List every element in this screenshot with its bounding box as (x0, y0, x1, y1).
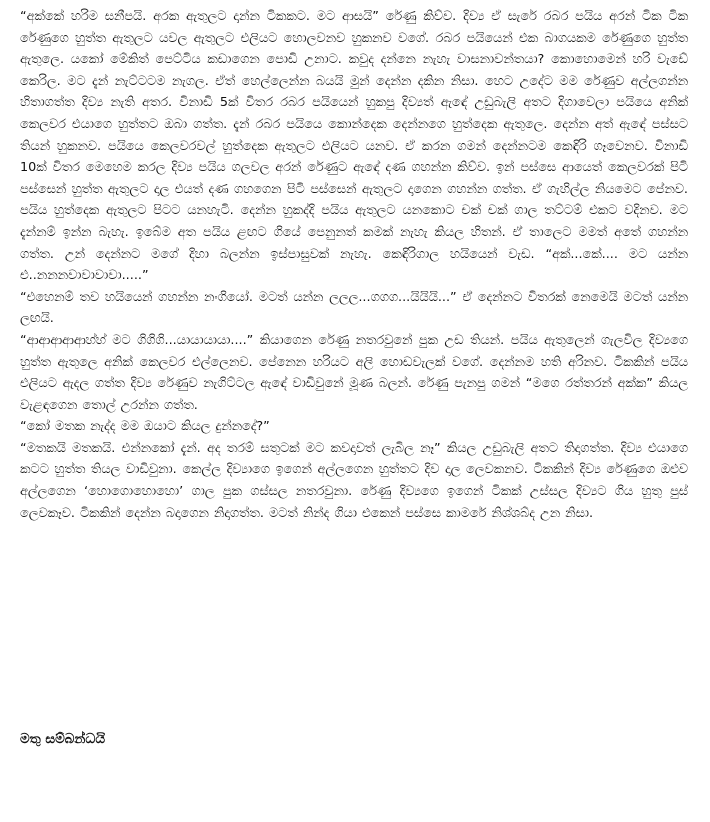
to-be-continued-label: මතු සම්බන්ධයි (20, 731, 106, 747)
story-paragraph-3: “ආආආආආහ්හ් මට ගිගිගි...යායායායා....” කියාගෙන රේණු නතරවුනේ පුක උඩ තියන්. පයිය ඇතුලෙන් ගැලවිල දිව්‍යගෙ හුත්ත ඇතුලෙ අනික් කෙලවර එල්ලෙනව. පේනෙන හරියට අලි හොඩවැලක් වගේ. දෙන්නම හති අරිනව. ටිකකින් පයිය එලියට ඇදල ගත්ත දිව්‍ය රේණුව නැගිට්ටල ඇඳේ වාඩිවුනේ මූණ බලන්. රේණු පැනපු ගමන් “මගෙ රත්තරන් අක්ක” කියල වැළඳගෙන තොල් උරන්න ගත්ත. (20, 332, 688, 413)
story-paragraph-4: “කෝ මතක නැද්ද මම ඔයාට කියල දුන්නදේ?” (20, 419, 270, 435)
story-paragraph-5: “මතකයි මතකයි. එන්නකෝ දැන්. අද තරම් සතුටක් මට කවදාවත් ලැබිල නෑ” කියල උඩුබැලි අතට තිදාගත්ත. දිව්‍ය එයාගෙ කටට හුත්ත තියල වාඩිවුනා. කෙල්ල දිව්‍යාගෙ ඉගෙන් අල්ලගෙන හුත්තට දිව දාල ලෙවකනව. ටිකකින් දිව්‍ය රේණුගෙ ඔළුව අල්ලගෙන ‘හොගොහොහො’ ගාල පුක ගස්සල නතරවුනා. රේණු දිව්‍යගෙ ඉගෙන් ටිකක් උස්සල දිව්‍යට ගිය හුතු පුස් ලෙවකෑව. ටිකකින් දෙන්න බදාගෙන නිදාගත්ත. මටත් නින්ද ගියා එකෙන් පස්සෙ කාමරේ නිශ්ශබ්ද උන නිසා. (20, 440, 688, 521)
story-paragraph-2: “එහෙනම් තව හයියෙන් ගහන්න නංගියෝ. මටත් යන්න ලලල...ගගග...යියියි...” ඒ දෙන්නට විතරක් නෙමෙයි මටත් යන්න ලඟයි. (20, 289, 688, 327)
story-paragraph-1: “අක්කේ හරිම සනීපයි. අරක ඇතුලට දාන්න ටිකකට. මට ආසයි” රේණු කිව්ව. දිව්‍ය ඒ සැරේ රබර පයිය අරන් ටික ටික රේණුගෙ හුත්ත ඇතුලට යවල ඇතුලට එලියට හොලවනව හුකනව වගේ. රබර පයියෙන් එක බාගයකම රේණුගෙ හුත්ත ඇතුලෙ. යකෝ මේකිත් පෙට්ටිය කඩාගෙන පොඩි උනාට. කවුද දන්නෙ නැහැ වාසනාවන්තයා? කොහොමෙන් හරි වැඩේ කෙරිල. මට දැන් නැට්ටටම නැගල. ඒත් හෙල්ලෙන්න බයයි මුන් දෙන්න දකින නිසා. හෙට උදේට මම රේණුව අල්ලගන්න හිතාගත්ත දිව්‍ය නැති අතර. විනාඩි 5ක් විතර රබර පයියෙන් හුකපු දිව්‍යත් ඇඳේ උඩුබැලි අතට දිගාවෙලා පයියෙ අනික් කෙලවර එයාගෙ හුත්තට ඔබා ගත්ත. දැන් රබර පයියෙ කොන්දෙක දෙන්නගෙ හුත්දෙක ඇතුලෙ. දෙන්න අත් ඇඳේ පස්සට තියන් හුකනව. පයියෙ කෙලවරවල් හුත්දෙක ඇතුලට එලියට යනව. ඒ කරන ගමන් දෙන්නටම කෙඳිරි ගෑවෙනව. විනාඩි 10ක් විතර මෙහෙම කරල දිව්‍ය පයිය ගලවල අරන් රේණුට ඇඳේ දණ ගහන්න කිව්ව. ඉන් පස්සෙ ආයෙත් කෙලවරක් පිටි පස්සෙන් හුත්ත ඇතුලට දාල එයත් දණ ගහගෙන පිටි පස්සෙන් ඇතුලට දාගෙන ගහන්න ගත්ත. ඒ ගැහිල්ල නියමෙට පේනව. පයිය හුත්දෙක ඇතුලට පිටට යනහැටි. දෙන්න හුකද්දි පයිය ඇතුලට යනකොට චක් චක් ගාල තට්ටම් එකට වදිනව. මට දැන්නම් ඉන්න බැහැ. ඉබේම අත පයිය ළඟට ගියේ පෙනුනත් කමක් නැහැ කියල හිතන්. ඒ තාලෙට මමත් අතේ ගහන්න ගත්ත. උන් දෙන්නට මගේ දිහා බලන්න ඉස්පාසුවක් නැහැ. කෙඳිරිගාල හයියෙන් වැඩ. “අක්...කේ.... මට යන්න එ..නනනවාවාවාවා.....” (20, 9, 688, 284)
story-body (20, 6, 688, 524)
